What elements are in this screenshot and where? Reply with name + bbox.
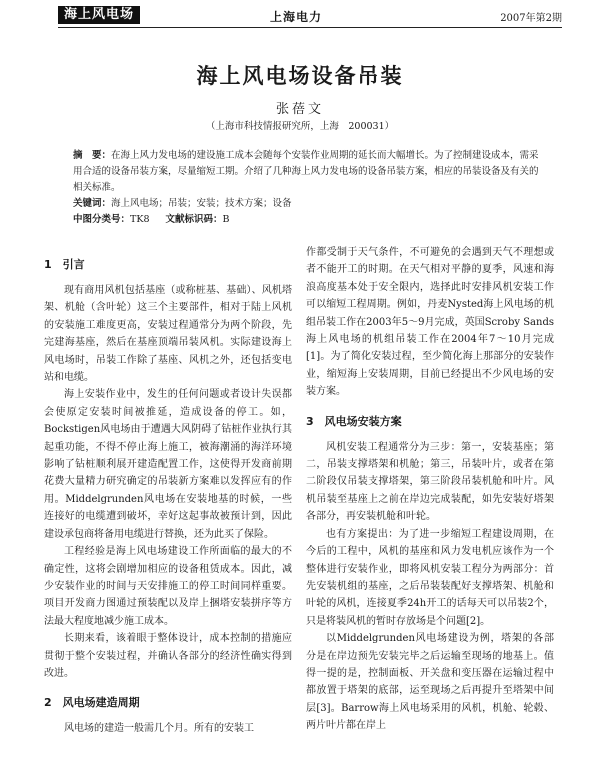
paragraph: 海上安装作业中，发生的任何问题或者设计失误都会使原定安装时间被推延，造成设备的停工。如，Bockstigen风电场由于遭遇大风阴碍了钻桩作业执行其起重功能，不得不停止海上施工，被海潮涌的海洋环境影响了钻桩顺利展开建造配置工作，这使得开发商前期花费大量精力研究确定的吊装新方案难以发挥应有的作用。Middelgrunden风电场在安装地基的时候，一些连接好的电缆遭到破坏，幸好这起事故被预计到，因此建设承包商将备用电缆进行替换，还为此买了保险。 bbox=[44, 389, 292, 540]
author-affiliation: （上海市科技情报研究所，上海 200031） bbox=[205, 121, 395, 132]
abstract-text: 在海上风力发电场的建设施工成本会随每个安装作业周期的延长而大幅增长。为了控制建设成本，需采用合适的设备吊装方案，尽量缩短工期。介绍了几种海上风力发电场的设备吊装方案，相应的吊装设备及有关的相关标准。 bbox=[73, 150, 539, 193]
section-3-heading: 3 风电场安装方案 bbox=[306, 414, 402, 428]
keywords-text: 海上风电场；吊装；安装；技术方案；设备 bbox=[111, 198, 292, 209]
paragraph: 以Middelgrunden风电场建设为例，塔架的各部分是在岸边预先安装完毕之后运输至现场的地基上。值得一提的是，控制面板、开关盘和变压器在运输过程中都放置于塔架的底部，运至现场之后再提升至塔架中间层[3]。Barrow海上风电场采用的风机，机舱、轮毂、两片叶片都在岸上 bbox=[306, 633, 554, 732]
abstract-block bbox=[73, 148, 541, 228]
right-column bbox=[306, 244, 554, 754]
paragraph: 工程经验是海上风电场建设工作所面临的最大的不确定性，这将会剧增加相应的设备租赁成本。因此，减少安装作业的时间与天安排施工的停工时间同样重要。项目开发商力图通过预装配以及岸上捆塔安装拼序等方法最大程度地减少施工成本。 bbox=[44, 546, 292, 627]
header-rule bbox=[58, 27, 562, 28]
left-column bbox=[44, 244, 292, 754]
article-author: 张蓓文 bbox=[275, 102, 324, 117]
paragraph: 作都受制于天气条件，不可避免的会遇到天气不理想或者不能开工的时期。在天气相对平静的夏季，风速和海浪高度基本处于安全限内，选择此时安排风机安装工作可以缩短工程周期。例如，丹麦Nysted海上风电场的机组吊装工作在2003年5～9月完成，英国Scroby Sands海上风电场的机组吊装工作在2004年7～10月完成[1]。为了简化安装过程，至少简化海上那部分的安装作业，缩短海上安装周期，目前已经提出不少风电场的安装方案。 bbox=[306, 247, 554, 398]
section-2-heading: 2 风电场建造周期 bbox=[44, 696, 140, 710]
doc-code-label: 文献标识码： bbox=[165, 214, 223, 225]
journal-name: 上海电力 bbox=[270, 10, 323, 24]
clc-label: 中图分类号： bbox=[73, 214, 131, 225]
keywords-label: 关键词： bbox=[73, 198, 112, 209]
paragraph: 风机安装工程通常分为三步：第一，安装基座；第二，吊装支撑塔架和机舱；第三，吊装叶片，或者在第二阶段仅吊装支撑塔架，第三阶段吊装机舱和叶片。风机吊装至基座上之前在岸边完成装配，如先安装好塔架各部分，再安装机舱和叶轮。 bbox=[306, 441, 554, 523]
abstract-label: 摘 要： bbox=[73, 150, 112, 161]
paragraph: 也有方案提出：为了进一步缩短工程建设周期，在今后的工程中，风机的基座和风力发电机应该作为一个整体进行安装作业，即将风机安装工程分为两部分：首先安装机组的基座，之后吊装装配好支撑塔架、机舱和叶轮的风机，连接夏季24h开工的话每天可以吊装2个，只是将装风机的暂时存放场是个问题[2]。 bbox=[306, 528, 554, 627]
doc-code-value: B bbox=[222, 214, 230, 225]
clc-value: TK8 bbox=[130, 214, 150, 225]
paragraph: 现有商用风机包括基座（或称桩基、基础）、风机塔架、机舱（含叶轮）这三个主要部件，相对于陆上风机的安装施工难度更高，安装过程通常分为两个阶段，先完建海基座，然后在基座顶端吊装风机。实际建设海上风电场时，吊装工作除了基座、风机之外，还包括变电站和电缆。 bbox=[44, 285, 292, 384]
section-tag: 海上风电场 bbox=[58, 6, 140, 24]
abstract bbox=[73, 148, 541, 196]
paragraph: 风电场的建造一般需几个月。所有的安装工 bbox=[64, 723, 254, 735]
page-header bbox=[0, 0, 600, 30]
issue-number: 2007年第2期 bbox=[500, 13, 562, 24]
keywords bbox=[73, 196, 541, 212]
article-title: 海上风电场设备吊装 bbox=[196, 64, 404, 88]
section-1-heading: 1 引言 bbox=[44, 258, 85, 271]
paragraph: 长期来看，该着眼于整体设计，成本控制的措施应贯彻于整个安装过程，并确认各部分的经济性确实得到改进。 bbox=[44, 633, 292, 679]
classification bbox=[73, 212, 541, 228]
